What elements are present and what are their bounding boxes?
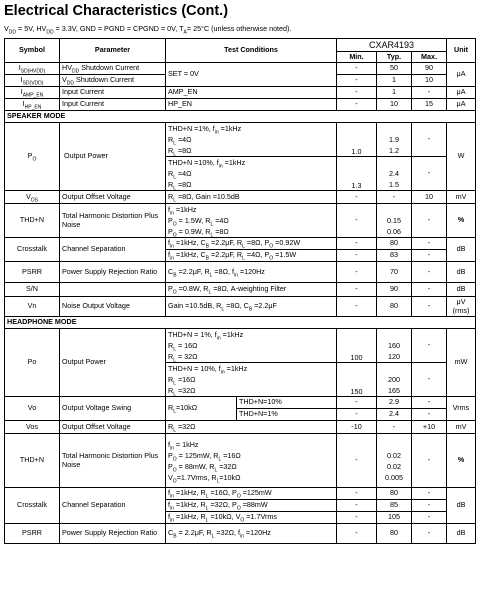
typ-cell: 50 (377, 63, 412, 75)
table-row (5, 297, 476, 317)
table-row (5, 87, 476, 99)
min-cell: - (337, 238, 377, 250)
unit-cell: % (447, 434, 476, 488)
param-cell: $V_{DD}$ Shutdown Current (60, 75, 166, 87)
min-cell: - (337, 75, 377, 87)
unit-cell: Vrms (447, 397, 476, 421)
max-cell: - (412, 87, 447, 99)
cond-cell: $f_{in} =1kHz$, $R_L =32\Omega$, $P_O =88mW$ (166, 500, 337, 512)
min-cell: - (337, 500, 377, 512)
cond-cell: HP_EN (166, 99, 337, 111)
test-conditions-note: $V_{DD} = 5V$, $HV_{DD} = 3.3V$, GND = PGND = CPGND = 0V, $T_A= 25^\circ C$ (unless otherwise noted). (4, 24, 292, 36)
cond-cell: $R_L =8\Omega$, Gain =10.5dB (166, 191, 337, 204)
max-cell: - (412, 512, 447, 524)
typ-cell: 1 (377, 75, 412, 87)
param-cell: Output Voltage Swing (60, 397, 166, 421)
typ-cell: 105 (377, 512, 412, 524)
typ-cell: 1 (377, 87, 412, 99)
cond-cell: THD+N =1%, $f_{in} =1kHz$ $R_L =4\Omega$ $R_L =8\Omega$ (166, 123, 337, 157)
table-row (5, 262, 476, 283)
param-cell: $HV_{DD}$ Shutdown Current (60, 63, 166, 75)
typ-cell: 80 (377, 238, 412, 250)
symbol-cell: Vn (5, 297, 60, 317)
min-cell: -10 (337, 421, 377, 434)
min-cell: 1.0 (337, 123, 377, 157)
cond-cell: $f_{in} =1kHz$, $C_B =2.2\mu F$, $R_L =4\Omega$, $P_O =1.5W$ (166, 250, 337, 262)
min-cell: 100 (337, 329, 377, 363)
unit-cell: mW (447, 329, 476, 397)
param-cell: Output Power (60, 329, 166, 397)
max-cell: - (412, 157, 447, 191)
cond-cell: $R_L=10k\Omega$ (166, 397, 237, 421)
param-cell: Noise Output Voltage (60, 297, 166, 317)
max-cell: - (412, 262, 447, 283)
max-cell: 10 (412, 191, 447, 204)
max-cell: - (412, 283, 447, 297)
typ-cell: 85 (377, 500, 412, 512)
max-cell: 10 (412, 75, 447, 87)
unit-cell: dB (447, 524, 476, 544)
typ-cell: 1.9 1.2 (377, 123, 412, 157)
unit-cell: μA (447, 87, 476, 99)
symbol-cell: THD+N (5, 434, 60, 488)
max-cell: - (412, 524, 447, 544)
symbol-cell: $P_O$ (5, 123, 60, 191)
cond-cell: Gain =10.5dB, $R_L =8\Omega$, $C_B =2.2\mu F$ (166, 297, 337, 317)
param-cell: Input Current (60, 99, 166, 111)
typ-cell: 80 (377, 297, 412, 317)
symbol-cell: Vos (5, 421, 60, 434)
section-speaker-mode: SPEAKER MODE (5, 111, 476, 123)
table-row (5, 421, 476, 434)
max-cell: 90 (412, 63, 447, 75)
typ-cell: 0.15 0.06 (377, 204, 412, 238)
param-cell: Output Offset Voltage (60, 191, 166, 204)
typ-cell: 2.9 (377, 397, 412, 409)
symbol-cell: $V_{OS}$ (5, 191, 60, 204)
cond-cell: $f_{in} =1kHz$, $C_B =2.2\mu F$, $R_L =8\Omega$, $P_O =0.92W$ (166, 238, 337, 250)
unit-cell: dB (447, 283, 476, 297)
unit-cell: dB (447, 488, 476, 524)
min-cell: - (337, 297, 377, 317)
symbol-cell: Po (5, 329, 60, 397)
min-cell: - (337, 488, 377, 500)
param-cell: Output Power (60, 123, 166, 191)
typ-cell: - (377, 191, 412, 204)
cond-cell: $R_L =32\Omega$ (166, 421, 337, 434)
min-cell: - (337, 262, 377, 283)
min-cell: - (337, 87, 377, 99)
param-cell: Input Current (60, 87, 166, 99)
max-cell: - (412, 238, 447, 250)
max-cell: - (412, 409, 447, 421)
min-cell: - (337, 204, 377, 238)
typ-cell: 90 (377, 283, 412, 297)
table-row (5, 99, 476, 111)
max-cell: - (412, 500, 447, 512)
min-cell: - (337, 250, 377, 262)
max-cell: - (412, 297, 447, 317)
col-unit: Unit (447, 39, 476, 63)
table-row (5, 283, 476, 297)
cond-cell: THD+N = 1%, $f_{in} =1kHz$ $R_L = 16\Omega$ $R_L = 32\Omega$ (166, 329, 337, 363)
min-cell: - (337, 191, 377, 204)
table-row (5, 329, 476, 363)
min-cell: 150 (337, 363, 377, 397)
page-title: Electrical Characteristics (Cont.) (4, 3, 229, 19)
param-cell: Power Supply Rejection Ratio (60, 524, 166, 544)
typ-cell: 10 (377, 99, 412, 111)
cond-cell: $f_{in} =1kHz$, $R_L =10k\Omega$, $V_O$ =1.7Vrms (166, 512, 337, 524)
table-row (5, 63, 476, 75)
param-cell: Total Harmonic Distortion Plus Noise (60, 204, 166, 238)
max-cell: - (412, 123, 447, 157)
param-cell: Channel Separation (60, 238, 166, 262)
max-cell: - (412, 397, 447, 409)
col-max: Max. (412, 52, 447, 63)
typ-cell: 200 165 (377, 363, 412, 397)
col-parameter: Parameter (60, 39, 166, 63)
col-test-conditions: Test Conditions (166, 39, 337, 63)
param-cell (60, 283, 166, 297)
unit-cell: dB (447, 262, 476, 283)
symbol-cell: THD+N (5, 204, 60, 238)
symbol-cell: $I_{SD(VDD)}$ (5, 75, 60, 87)
max-cell: 15 (412, 99, 447, 111)
symbol-cell: $I_{SD(HVDD)}$ (5, 63, 60, 75)
param-cell: Channel Separation (60, 488, 166, 524)
cond-subcell: THD+N=1% (237, 409, 337, 421)
unit-cell: mV (447, 191, 476, 204)
unit-cell: W (447, 123, 476, 191)
symbol-cell: $I_{HP\_EN}$ (5, 99, 60, 111)
min-cell: - (337, 99, 377, 111)
table-row (5, 434, 476, 488)
symbol-cell: Crosstalk (5, 238, 60, 262)
col-typ: Typ. (377, 52, 412, 63)
cond-cell: $f_{in} = 1kHz$ $P_O = 125mW$, $R_L =16\Omega$ $P_O = 88mW$, $R_L =32\Omega$ $V_O=1.7Vrms$, $R_L=10k\Omega$ (166, 434, 337, 488)
min-cell: - (337, 283, 377, 297)
param-cell: Power Supply Rejection Ratio (60, 262, 166, 283)
typ-cell: 2.4 (377, 409, 412, 421)
symbol-cell: Crosstalk (5, 488, 60, 524)
table-row (5, 238, 476, 250)
max-cell: - (412, 250, 447, 262)
col-symbol: Symbol (5, 39, 60, 63)
symbol-cell: $I_{AMP\_EN}$ (5, 87, 60, 99)
cond-cell: $f_{in} =1kHz$ $P_O = 1.5W$, $R_L =4\Omega$ $P_O = 0.9W$, $R_L =8\Omega$ (166, 204, 337, 238)
min-cell: - (337, 63, 377, 75)
unit-cell: μA (447, 99, 476, 111)
typ-cell: 83 (377, 250, 412, 262)
typ-cell: 70 (377, 262, 412, 283)
table-row (5, 191, 476, 204)
cond-cell: $C_B =2.2\mu F$, $R_L =8\Omega$, $f_{in} =120Hz$ (166, 262, 337, 283)
max-cell: - (412, 488, 447, 500)
typ-cell: 160 120 (377, 329, 412, 363)
cond-cell: THD+N = 10%, $f_{in} =1kHz$ $R_L =16\Omega$ $R_L =32\Omega$ (166, 363, 337, 397)
typ-cell: 0.02 0.02 0.005 (377, 434, 412, 488)
unit-cell: μA (447, 63, 476, 87)
table-row (5, 524, 476, 544)
symbol-cell: S/N (5, 283, 60, 297)
unit-cell: mV (447, 421, 476, 434)
section-headphone-mode: HEADPHONE MODE (5, 317, 476, 329)
symbol-cell: Vo (5, 397, 60, 421)
min-cell: - (337, 409, 377, 421)
symbol-cell: PSRR (5, 262, 60, 283)
unit-cell: μV (rms) (447, 297, 476, 317)
table-row (5, 397, 476, 409)
typ-cell: 2.4 1.5 (377, 157, 412, 191)
typ-cell: - (377, 421, 412, 434)
cond-cell: $P_O =0.8W$, $R_L =8\Omega$, A-weighting Filter (166, 283, 337, 297)
param-cell: Total Harmonic Distortion Plus Noise (60, 434, 166, 488)
max-cell: - (412, 363, 447, 397)
unit-cell: dB (447, 238, 476, 262)
table-row (5, 123, 476, 157)
col-min: Min. (337, 52, 377, 63)
min-cell: - (337, 524, 377, 544)
max-cell: - (412, 329, 447, 363)
max-cell: - (412, 204, 447, 238)
cond-cell: SET = 0V (166, 63, 337, 87)
part-number: CXAR4193 (337, 39, 447, 52)
param-cell: Output Offset Voltage (60, 421, 166, 434)
typ-cell: 80 (377, 524, 412, 544)
cond-cell: $f_{in} =1kHz$, $R_L =16\Omega$, $P_O =125mW$ (166, 488, 337, 500)
cond-cell: AMP_EN (166, 87, 337, 99)
table-row (5, 204, 476, 238)
min-cell: - (337, 512, 377, 524)
electrical-characteristics-table (4, 38, 476, 544)
table-row (5, 488, 476, 500)
unit-cell: % (447, 204, 476, 238)
symbol-cell: PSRR (5, 524, 60, 544)
max-cell: +10 (412, 421, 447, 434)
typ-cell: 80 (377, 488, 412, 500)
cond-cell: THD+N =10%, $f_{in} =1kHz$ $R_L =4\Omega$ $R_L =8\Omega$ (166, 157, 337, 191)
min-cell: 1.3 (337, 157, 377, 191)
max-cell: - (412, 434, 447, 488)
cond-subcell: THD+N=10% (237, 397, 337, 409)
min-cell: - (337, 434, 377, 488)
cond-cell: $C_B = 2.2\mu F$, $R_L =32\Omega$, $f_{in} =120Hz$ (166, 524, 337, 544)
min-cell: - (337, 397, 377, 409)
